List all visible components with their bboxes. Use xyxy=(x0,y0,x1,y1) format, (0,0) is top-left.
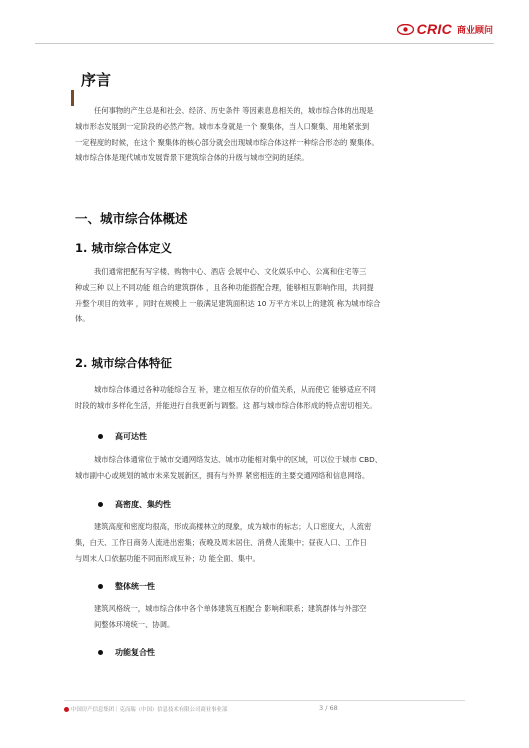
logo-brand: CRIC xyxy=(416,21,452,37)
feature-paragraph xyxy=(75,452,382,484)
preface-paragraph xyxy=(75,103,379,166)
eye-logo-icon xyxy=(397,24,414,35)
page-number: 3 / 68 xyxy=(319,704,338,712)
feature-line: 城市综合体通常位于城市交通网络发达、城市功能相对集中的区域，可以位于城市 CBD、 xyxy=(94,455,383,464)
feature-paragraph xyxy=(75,601,366,633)
feature-bullet xyxy=(98,647,155,658)
subsection-heading: 1. 城市综合体定义 xyxy=(75,241,172,255)
feature-line: 建筑风格统一，城市综合体中各个单体建筑互相配合 影响和联系；建筑群体与外部空 xyxy=(94,604,367,613)
feature-bullet xyxy=(98,431,147,442)
logo-subtitle: 商业顾问 xyxy=(456,25,493,36)
feature-line: 与周末人口依据功能不同而形成互补；功 能全面、集中。 xyxy=(75,553,260,563)
feature-bullet xyxy=(98,499,171,510)
feature-intro-line: 城市综合体通过各种功能综合互 补，建立相互依存的价值关系，从而使它 能够适应不同 xyxy=(94,385,376,394)
feature-title: 高密度、集约性 xyxy=(115,500,171,509)
feature-bullet xyxy=(98,581,155,592)
feature-intro-paragraph xyxy=(75,382,377,414)
section-heading: 一、城市综合体概述 xyxy=(75,211,188,226)
definition-line: 种或三种 以上不同功能 组合的建筑群体 ，且各种功能搭配合理，能够相互影响作用，共同提 xyxy=(75,282,374,292)
footer-rule xyxy=(64,700,465,701)
company-logo-icon xyxy=(64,707,69,712)
feature-title: 功能复合性 xyxy=(115,648,155,657)
definition-line: 升整个项目的效率 ，同时在规模上 一般满足建筑面积达 10 万平方米以上的建筑 称为城市综合 xyxy=(75,298,381,308)
preface-line: 城市形态发展到一定阶段的必然产物。城市本身就是一个 聚集体，当人口聚集、用地紧张到 xyxy=(75,121,370,131)
preface-line: 任何事物的产生总是和社会、经济、历史条件 等因素息息相关的，城市综合体的出现是 xyxy=(94,106,374,115)
feature-title: 整体统一性 xyxy=(115,582,155,591)
preface-line: 一定程度的时候，在这个 聚集体的核心部分就会出现城市综合体这样一种综合形态的 聚集体。 xyxy=(75,137,379,147)
preface-title: 序言 xyxy=(81,71,112,89)
feature-line: 集，白天、工作日商务人流进出密集；夜晚及周末居住、消费人流集中；昼夜人口、工作日 xyxy=(75,537,367,547)
feature-intro-line: 时段的城市多样化生活，并能进行自我更新与调整。这 都与城市综合体形成的特点密切相关。 xyxy=(75,400,377,410)
feature-line: 城市副中心或规划的城市未来发展新区，拥有与外界 紧密相连的主要交通网络和信息网络。 xyxy=(75,470,370,480)
bullet-dot-icon xyxy=(98,434,103,439)
footer-company: 中国房产信息集团｜克而瑞（中国）信息技术有限公司商业事业部 xyxy=(71,707,228,713)
feature-title: 高可达性 xyxy=(115,432,147,441)
cric-logo xyxy=(397,21,493,37)
definition-line: 体。 xyxy=(75,314,90,324)
preface-accent-bar xyxy=(71,90,74,106)
subsection-heading: 2. 城市综合体特征 xyxy=(75,356,172,370)
preface-line: 城市综合体是现代城市发展背景下建筑综合体的升级与城市空间的延续。 xyxy=(75,153,309,163)
footer xyxy=(64,705,227,713)
definition-paragraph xyxy=(75,264,380,327)
feature-paragraph xyxy=(75,519,371,566)
bullet-dot-icon xyxy=(98,502,103,507)
feature-line: 建筑高度和密度均很高，形成高楼林立的现象，成为城市的标志；人口密度大，人流密 xyxy=(94,522,372,531)
header-rule xyxy=(35,43,494,44)
bullet-dot-icon xyxy=(98,584,103,589)
definition-line: 我们通常把配有写字楼、购物中心、酒店 会展中心、文化娱乐中心、公寓和住宅等三 xyxy=(94,267,367,276)
feature-line: 间整体环境统一、协调。 xyxy=(94,619,175,629)
bullet-dot-icon xyxy=(98,650,103,655)
